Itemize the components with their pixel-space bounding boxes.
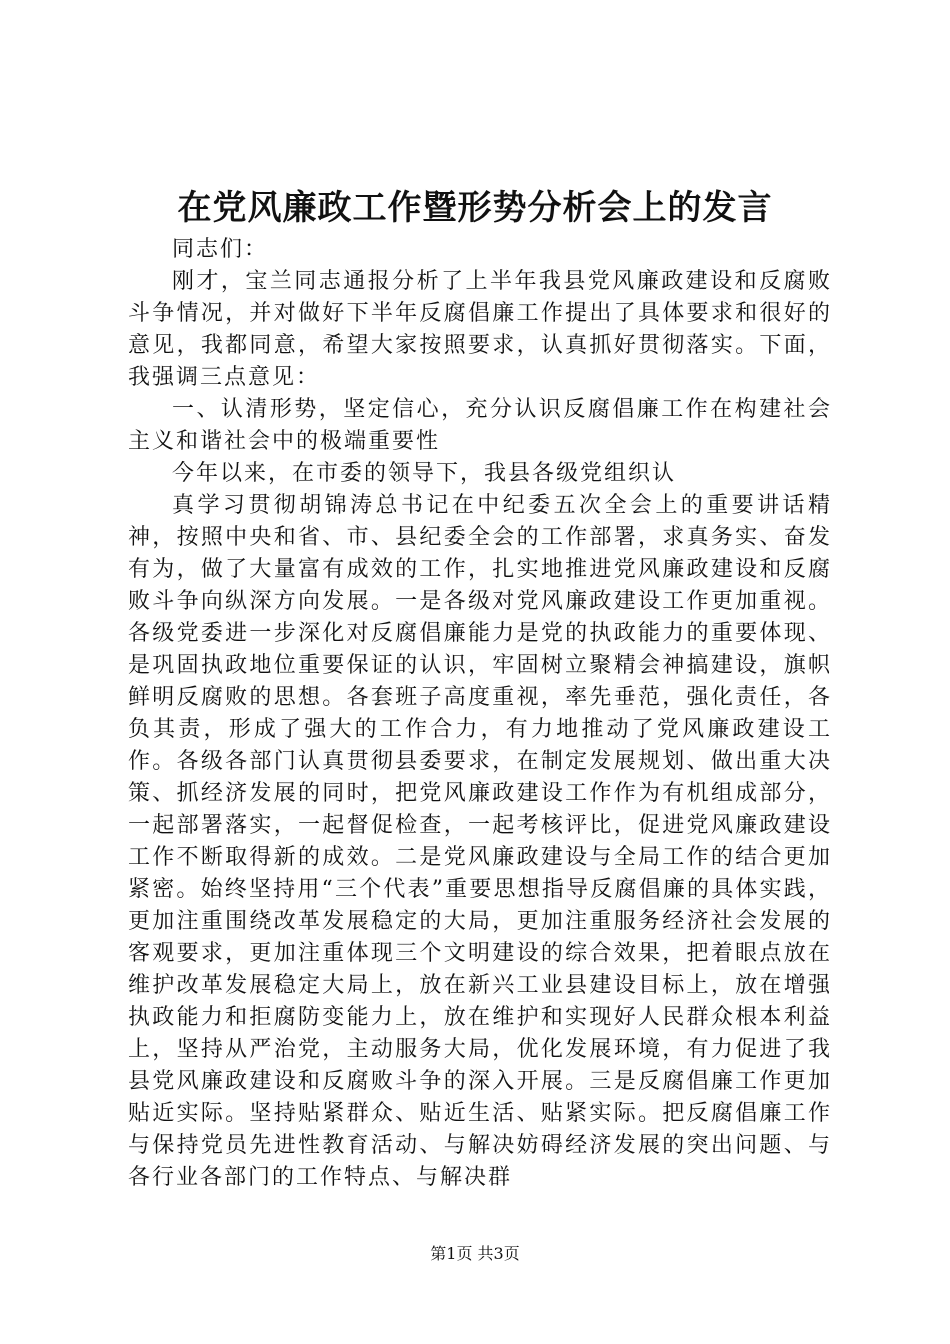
document-title: 在党风廉政工作暨形势分析会上的发言 bbox=[177, 188, 773, 228]
paragraph-intro: 刚才，宝兰同志通报分析了上半年我县党风廉政建设和反腐败斗争情况，并对做好下半年反腐倡廉工作提出了具体要求和很好的意见，我都同意，希望大家按照要求，认真抓好贯彻落实。下面，我强调三点意见： bbox=[128, 269, 832, 390]
page-footer: 第1页 共3页 bbox=[430, 1244, 520, 1263]
paragraph-heading-one: 一、认清形势，坚定信心，充分认识反腐倡廉工作在构建社会主义和谐社会中的极端重要性 bbox=[128, 397, 832, 454]
paragraph-opening: 今年以来，在市委的领导下，我县各级党组织认 bbox=[172, 461, 677, 486]
salutation: 同志们： bbox=[172, 237, 269, 262]
document-body bbox=[128, 234, 832, 1194]
paragraph-main: 真学习贯彻胡锦涛总书记在中纪委五次全会上的重要讲话精神，按照中央和省、市、县纪委全会的工作部署，求真务实、奋发有为，做了大量富有成效的工作，扎实地推进党风廉政建设和反腐败斗争向纵深方向发展。一是各级对党风廉政建设工作更加重视。各级党委进一步深化对反腐倡廉能力是党的执政能力的重要体现、是巩固执政地位重要保证的认识，牢固树立聚精会神搞建设，旗帜鲜明反腐败的思想。各套班子高度重视，率先垂范，强化责任，各负其责，形成了强大的工作合力，有力地推动了党风廉政建设工作。各级各部门认真贯彻县委要求，在制定发展规划、做出重大决策、抓经济发展的同时，把党风廉政建设工作作为有机组成部分，一起部署落实，一起督促检查，一起考核评比，促进党风廉政建设工作不断取得新的成效。二是党风廉政建设与全局工作的结合更加紧密。始终坚持用“三个代表”重要思想指导反腐倡廉的具体实践，更加注重围绕改革发展稳定的大局，更加注重服务经济社会发展的客观要求，更加注重体现三个文明建设的综合效果，把着眼点放在维护改革发展稳定大局上，放在新兴工业县建设目标上，放在增强执政能力和拒腐防变能力上，放在维护和实现好人民群众根本利益上，坚持从严治党，主动服务大局，优化发展环境，有力促进了我县党风廉政建设和反腐败斗争的深入开展。三是反腐倡廉工作更加贴近实际。坚持贴紧群众、贴近生活、贴紧实际。把反腐倡廉工作与保持党员先进性教育活动、与解决妨碍经济发展的突出问题、与各行业各部门的工作特点、与解决群 bbox=[128, 493, 832, 1190]
